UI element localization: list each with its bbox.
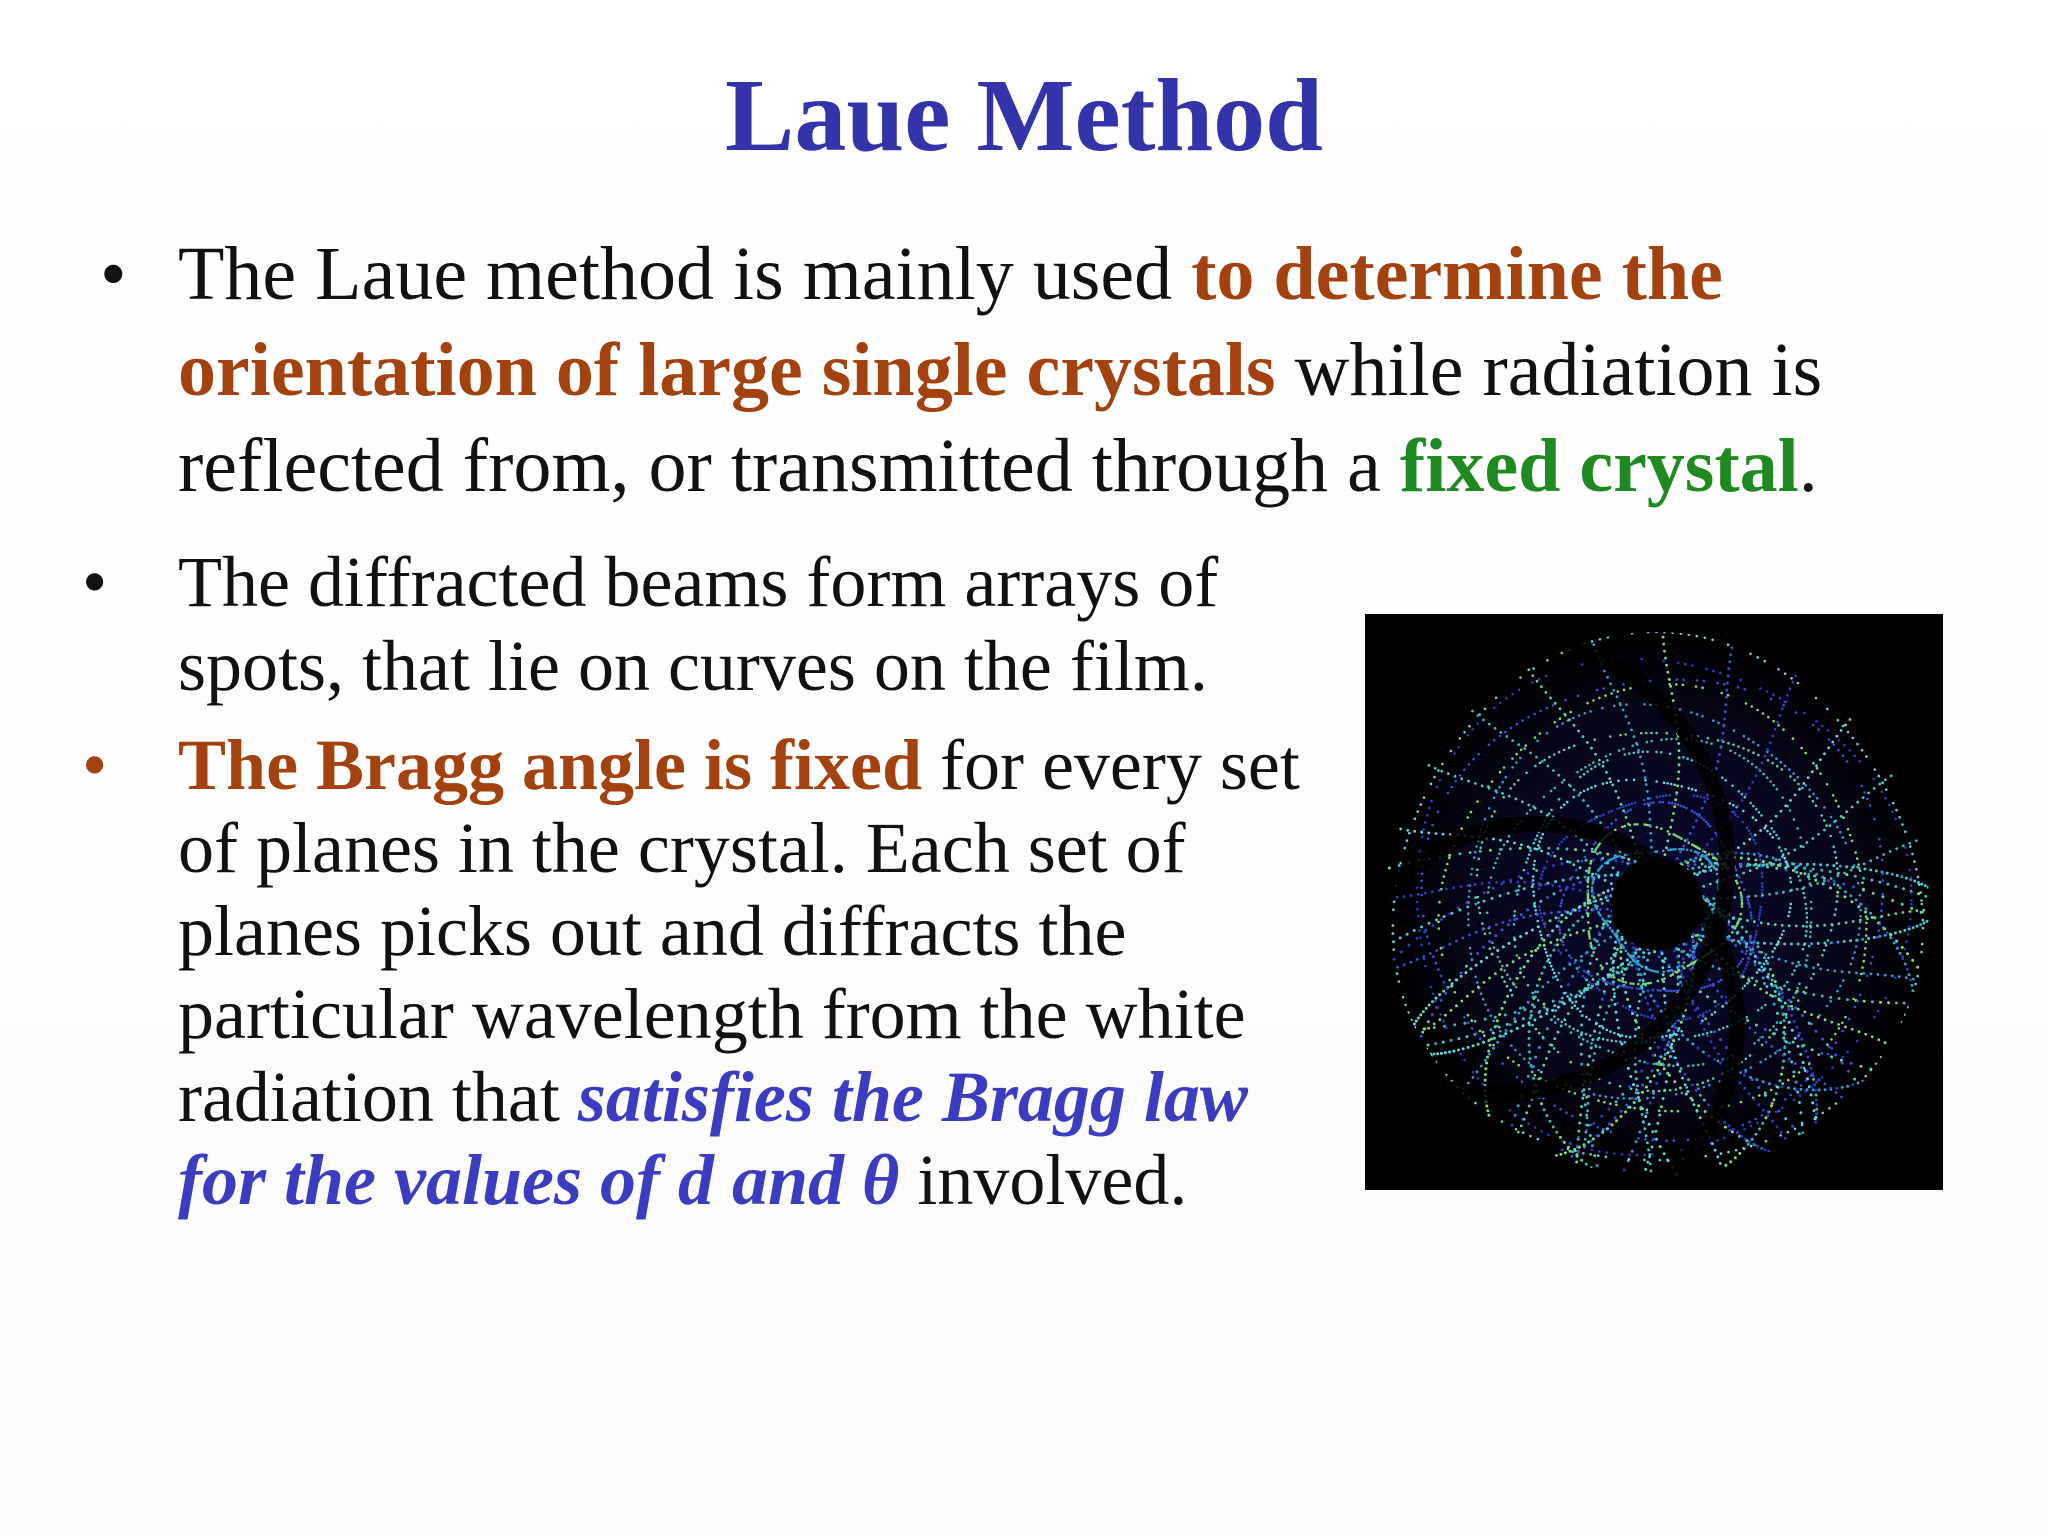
bullet-1-mid: while radiation is reflected from, or transmitted through a <box>178 328 1823 508</box>
slide-title: Laue Method <box>725 58 1323 173</box>
bullet-marker: • <box>82 725 108 805</box>
bullet-3-emphasis-bragg-angle: The Bragg angle is fixed <box>178 725 923 805</box>
bullet-3-emphasis-bragg-law: satisfies the Bragg law for the values of d and θ <box>178 1057 1248 1220</box>
bullet-3 <box>82 724 1342 1222</box>
bullet-marker: • <box>100 232 127 316</box>
bullet-3-mid: for every set of planes in the crystal. Each set of planes picks out and diffracts the particular wavelength from the white radiation that <box>178 725 1300 1137</box>
bullet-marker: • <box>82 542 108 622</box>
laue-center-shadow <box>1611 858 1703 950</box>
bullet-2 <box>82 540 1342 708</box>
bullet-1-text <box>178 226 2000 514</box>
bullet-1-emphasis-fixed-crystal: fixed crystal <box>1399 424 1799 508</box>
bullet-1-emphasis-orientation: to determine the orientation of large single crystals <box>178 232 1723 412</box>
bullet-1-pre: The Laue method is mainly used <box>178 232 1192 316</box>
bullet-3-post: involved. <box>899 1140 1188 1220</box>
laue-pattern-graphic <box>1365 614 1943 1190</box>
bullet-2-text: The diffracted beams form arrays of spots, that lie on curves on the film. <box>178 542 1219 706</box>
bullet-1 <box>100 226 2000 514</box>
laue-pattern-image <box>1365 614 1943 1190</box>
bullet-3-text <box>178 724 1342 1222</box>
bullet-1-post: . <box>1798 424 1818 508</box>
